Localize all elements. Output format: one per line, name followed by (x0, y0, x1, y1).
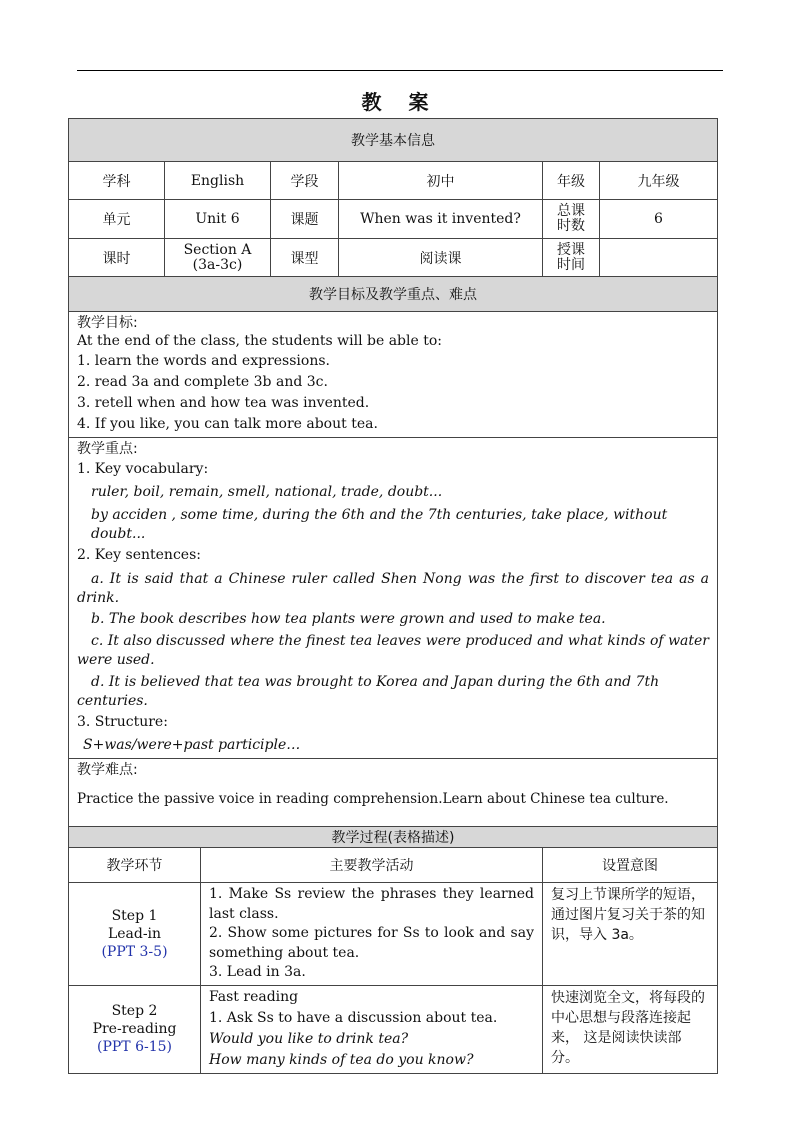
activity-item: 1. Make Ss review the phrases they learned last class. (209, 886, 534, 922)
period-label: 课时 (69, 239, 165, 277)
lesson-type-value: 阅读课 (339, 239, 543, 277)
activity-question: How many kinds of tea do you know? (209, 1052, 474, 1068)
lesson-type-label: 课型 (271, 239, 339, 277)
teaching-time-label-line2: 时间 (557, 256, 585, 273)
total-hours-label (543, 200, 600, 239)
activity-item: 3. Lead in 3a. (209, 964, 306, 980)
stage-label: 学段 (271, 162, 339, 200)
period-value-line1: Section A (183, 241, 252, 258)
objectives-label: 教学目标: (77, 315, 138, 331)
step1-number: Step 1 (111, 907, 158, 924)
difficulty-label: 教学难点: (77, 762, 138, 778)
objective-item: 1. learn the words and expressions. (77, 353, 330, 369)
unit-value: Unit 6 (165, 200, 271, 239)
document-title: 教 案 (361, 90, 439, 114)
structure-formula: S+was/were+past participle… (83, 737, 301, 753)
key-vocab-line: ruler, boil, remain, smell, national, trade, doubt... (91, 484, 443, 500)
difficulty-block (69, 759, 718, 827)
process-col-purpose: 设置意图 (543, 848, 718, 883)
step2-number: Step 2 (111, 1003, 158, 1020)
step1-activities (201, 883, 543, 986)
topic-label: 课题 (271, 200, 339, 239)
key-vocab-title: 1. Key vocabulary: (77, 461, 209, 477)
step2-ppt: (PPT 6-15) (96, 1039, 172, 1056)
activity-item: 1. Ask Ss to have a discussion about tea. (209, 1010, 498, 1026)
activity-title: Fast reading (209, 988, 299, 1005)
step1-purpose: 复习上节课所学的短语，通过图片复习关于茶的知识，导入 3a。 (543, 883, 718, 986)
objective-item: 3. retell when and how tea was invented. (77, 395, 370, 411)
key-vocab-line: by acciden , some time, during the 6th and the 7th centuries, take place, without doubt... (91, 507, 668, 542)
step2-purpose: 快速浏览全文，将每段的中心思想与段落连接起来， 这是阅读快读部分。 (543, 985, 718, 1074)
total-hours-label-line2: 时数 (557, 218, 585, 234)
difficulty-text: Practice the passive voice in reading comprehension.Learn about Chinese tea culture. (77, 791, 669, 807)
period-value (165, 239, 271, 277)
process-header: 教学过程(表格描述) (69, 827, 718, 848)
total-hours-label-line1: 总课 (557, 203, 585, 219)
activity-question: Would you like to drink tea? (209, 1031, 409, 1047)
step2-activities (201, 985, 543, 1074)
unit-label: 单元 (69, 200, 165, 239)
key-sentences-title: 2. Key sentences: (77, 547, 201, 563)
subject-value: English (165, 162, 271, 200)
subject-label: 学科 (69, 162, 165, 200)
step2-name: Pre-reading (92, 1021, 177, 1038)
grade-value: 九年级 (600, 162, 718, 200)
key-sentence: c. It also discussed where the finest tea leaves were produced and what kinds of water were used. (77, 633, 709, 668)
period-value-line2: (3a-3c) (192, 256, 243, 273)
total-hours-value: 6 (600, 200, 718, 239)
objective-item: 2. read 3a and complete 3b and 3c. (77, 374, 328, 390)
key-sentence: d. It is believed that tea was brought to Korea and Japan during the 6th and 7th centuries. (77, 674, 660, 709)
process-col-activities: 主要教学活动 (201, 848, 543, 883)
topic-value: When was it invented? (339, 200, 543, 239)
step1-name: Lead-in (107, 925, 162, 942)
activity-item: 2. Show some pictures for Ss to look and say something about tea. (209, 925, 534, 961)
structure-title: 3. Structure: (77, 714, 168, 730)
key-points-block (69, 438, 718, 759)
step1-ppt: (PPT 3-5) (101, 943, 168, 960)
key-sentence: b. The book describes how tea plants were grown and used to make tea. (91, 611, 606, 627)
lesson-plan-table (68, 118, 718, 1074)
stage-value: 初中 (339, 162, 543, 200)
teaching-time-value (600, 239, 718, 277)
step2-stage (69, 985, 201, 1074)
step1-stage (69, 883, 201, 986)
basic-info-header: 教学基本信息 (69, 119, 718, 162)
teaching-time-label-line1: 授课 (557, 241, 585, 258)
objectives-intro: At the end of the class, the students will be able to: (77, 333, 442, 349)
teaching-time-label (543, 239, 600, 277)
objectives-block (69, 312, 718, 438)
process-col-stage: 教学环节 (69, 848, 201, 883)
top-rule (77, 70, 723, 71)
key-points-label: 教学重点: (77, 441, 138, 457)
goals-header: 教学目标及教学重点、难点 (69, 277, 718, 312)
grade-label: 年级 (543, 162, 600, 200)
objective-item: 4. If you like, you can talk more about tea. (77, 416, 378, 432)
key-sentence: a. It is said that a Chinese ruler called Shen Nong was the first to discover tea as a drink. (77, 571, 709, 606)
